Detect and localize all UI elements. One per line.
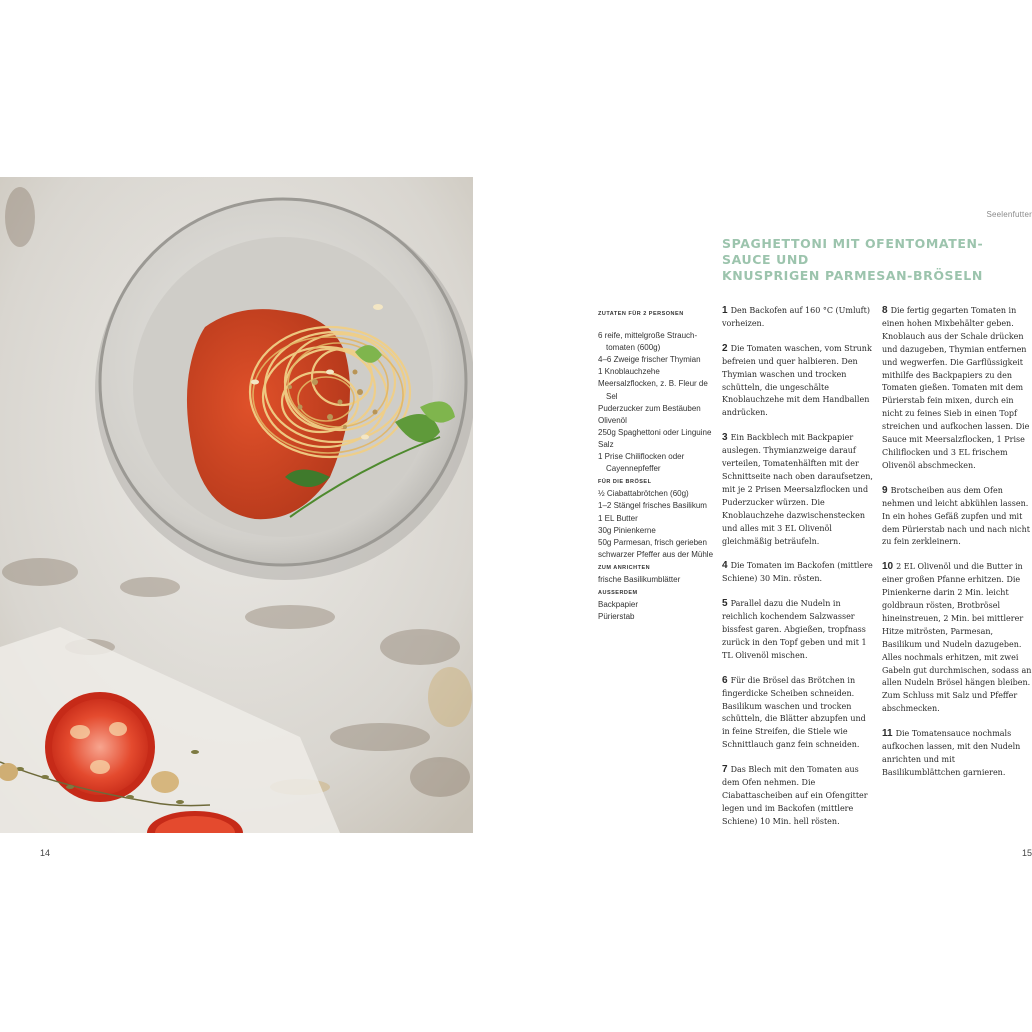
page-number-left: 14 <box>40 848 51 858</box>
method-step <box>722 305 874 331</box>
method-step <box>722 343 874 420</box>
method-step <box>722 764 874 829</box>
ingredient-item: Backpapier <box>598 600 639 610</box>
ingredient-item: Salz <box>598 439 614 449</box>
pasta-bowl-illustration <box>0 177 473 833</box>
recipe-photo <box>0 177 473 833</box>
ingredient-item: 6 reife, mittelgroße Strauch-tomaten (600g) <box>598 331 698 353</box>
method-column-1 <box>722 305 874 841</box>
method-column-2 <box>882 305 1032 792</box>
step-text: Die Tomaten im Backofen (mittlere Schiene) 30 Min. rösten. <box>722 561 873 584</box>
ingredient-item: Puderzucker zum Bestäuben <box>598 403 701 413</box>
step-number: 5 <box>722 598 728 610</box>
step-number: 6 <box>722 674 728 686</box>
method-step <box>882 728 1032 780</box>
ingredient-item: 250g Spaghettoni oder Linguine <box>598 427 712 437</box>
recipe-title <box>722 236 1027 284</box>
ingredients-header: ZUTATEN FÜR 2 PERSONEN <box>598 311 684 317</box>
ingredient-item: ½ Ciabattabrötchen (60g) <box>598 489 689 499</box>
ingredient-item: 1 EL Butter <box>598 513 638 523</box>
step-text: Brotscheiben aus dem Ofen nehmen und leicht abkühlen lassen. In ein hohes Gefäß zupfen und mit dem Pürierstab nach und nach nicht zu fein zerkleinern. <box>882 485 1030 547</box>
method-step <box>882 561 1032 716</box>
step-text: Parallel dazu die Nudeln in reichlich kochendem Salzwasser bissfest garen. Abgießen, tropfnass zurück in den Topf geben und mit 1 TL Olivenöl mischen. <box>722 599 867 660</box>
step-number: 2 <box>722 342 728 354</box>
ausserdem-header: AUSSERDEM <box>598 590 638 597</box>
step-number: 4 <box>722 560 728 572</box>
ingredient-item: 30g Pinienkerne <box>598 525 656 535</box>
ingredient-item: 4–6 Zweige frischer Thymian <box>598 355 701 365</box>
method-step <box>722 675 874 752</box>
method-step <box>882 485 1032 550</box>
step-text: Die Tomatensauce nochmals aufkochen lassen, mit den Nudeln anrichten und mit Basilikumblättchen garnieren. <box>882 729 1021 777</box>
step-number: 11 <box>882 728 893 740</box>
step-text: Die fertig gegarten Tomaten in einen hohen Mixbehälter geben. Knoblauch aus der Schale drücken und dazugeben, Thymian entfernen und wegwerfen. Die Garflüssigkeit mithilfe des Backpapiers zu den Tomaten gießen. Tomaten mit dem Pürierstab fein mixen, durch ein nicht zu feines Sieb in einen Topf streichen und aufkochen lassen. Die Sauce mit Meersalzflocken, 1 Prise Chiliflocken und 3 EL frischem Olivenöl abschmecken. <box>882 306 1030 470</box>
ingredient-item: schwarzer Pfeffer aus der Mühle <box>598 549 714 559</box>
step-number: 3 <box>722 432 728 444</box>
step-text: Ein Backblech mit Backpapier auslegen. Thymianzweige darauf verteilen, Tomatenhälften mit der Schnittseite nach oben daraufsetzen, mit je 2 Prisen Meersalzflocken und Puderzucker würzen. Die Knoblauchzehe dazwischenstecken und alles mit 3 EL Olivenöl gleichmäßig beträufeln. <box>722 433 873 546</box>
step-text: 2 EL Olivenöl und die Butter in einer großen Pfanne erhitzen. Die Pinienkerne darin 2 Min. leicht goldbraun rösten, Brotbrösel hineinstreuen, 2 Min. bei mittlerer Hitze mitrösten, Parmesan, Basilikum und Nudeln dazugeben. Alles nochmals erhitzen, mit zwei Gabeln gut durchmischen, sodass an allen Nudeln Brösel hängen bleiben. Zum Schluss mit Salz und Pfeffer abschmecken. <box>882 562 1032 714</box>
step-number: 8 <box>882 305 888 316</box>
method-step <box>722 560 874 586</box>
anrichten-header: ZUM ANRICHTEN <box>598 564 651 571</box>
step-number: 10 <box>882 561 894 573</box>
step-text: Die Tomaten waschen, vom Strunk befreien und quer halbieren. Den Thymian waschen und trocken schütteln, die ungeschälte Knoblauchzehe mit dem Handballen andrücken. <box>722 343 872 418</box>
ingredient-item: 1–2 Stängel frisches Basilikum <box>598 501 707 511</box>
broesel-header: FÜR DIE BRÖSEL <box>598 479 652 486</box>
ingredient-item: frische Basilikumblätter <box>598 574 681 584</box>
step-text: Das Blech mit den Tomaten aus dem Ofen nehmen. Die Ciabattascheiben auf ein Ofengitter legen und im Backofen (mittlere Schiene) 10 Min. hell rösten. <box>722 765 868 826</box>
page-number-right: 15 <box>1021 848 1032 858</box>
step-number: 7 <box>722 764 728 776</box>
ingredient-item: Meersalzflocken, z. B. Fleur de Sel <box>598 379 708 401</box>
ingredient-item: 50g Parmesan, frisch gerieben <box>598 537 707 547</box>
recipe-title-line1: SPAGHETTONI MIT OFENTOMATEN-SAUCE UND <box>722 236 984 267</box>
step-number: 1 <box>722 305 728 316</box>
method-step <box>882 305 1032 473</box>
running-head: Seelenfutter <box>986 210 1032 219</box>
ingredient-item: Olivenöl <box>598 415 627 425</box>
step-text: Für die Brösel das Brötchen in fingerdicke Scheiben schneiden. Basilikum waschen und trocken schütteln, die Blätter abzupfen und in feine Streifen, die Stiele wie Schnittlauch ganz fein schneiden. <box>722 675 866 750</box>
step-text: Den Backofen auf 160 °C (Umluft) vorheizen. <box>722 306 870 328</box>
ingredient-item: 1 Knoblauchzehe <box>598 367 660 377</box>
ingredients-list <box>598 307 713 623</box>
ingredient-item: Pürierstab <box>598 612 635 622</box>
ingredient-item: 1 Prise Chiliflocken oder Cayennepfeffer <box>598 452 685 474</box>
step-number: 9 <box>882 484 888 496</box>
method-step <box>722 598 874 663</box>
method-step <box>722 432 874 548</box>
recipe-title-line2: KNUSPRIGEN PARMESAN-BRÖSELN <box>722 268 983 283</box>
